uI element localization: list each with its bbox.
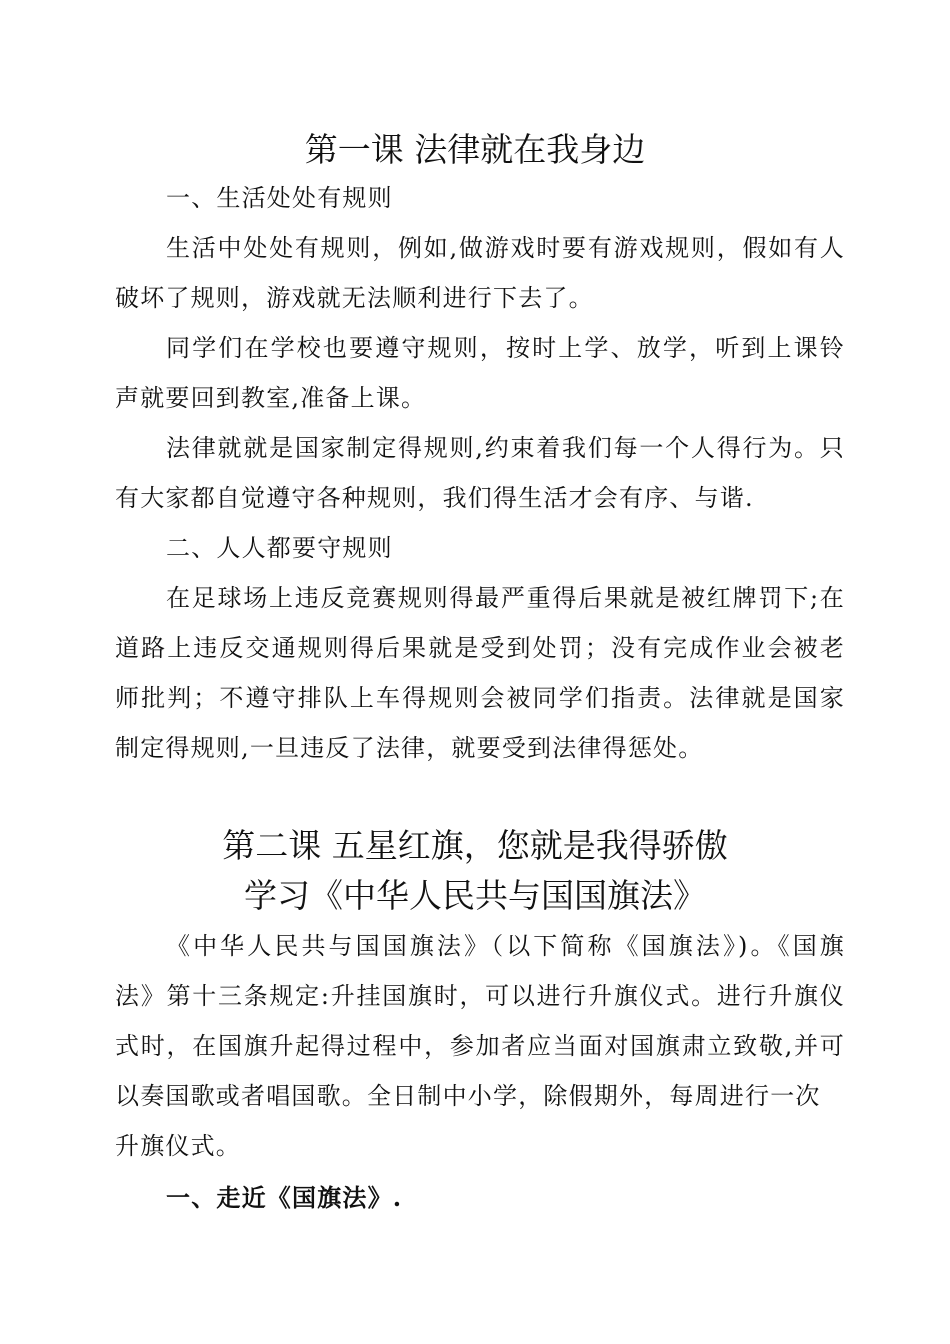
lesson1-p2-line2: 声就要回到教室,准备上课。 — [115, 384, 427, 412]
lesson1-p2-line1: 同学们在学校也要遵守规则，按时上学、放学，听到上课铃 — [166, 334, 845, 362]
lesson1-p1-line1: 生活中处处有规则，例如,做游戏时要有游戏规则，假如有人 — [166, 234, 845, 262]
lesson2-section1-heading: 一、走近《国旗法》. — [166, 1183, 403, 1212]
lesson1-p4-line4: 制定得规则,一旦违反了法律，就要受到法律得惩处。 — [115, 734, 704, 762]
lesson1-p4-line1: 在足球场上违反竞赛规则得最严重得后果就是被红牌罚下;在 — [166, 584, 845, 612]
lesson1-p3-line1: 法律就就是国家制定得规则,约束着我们每一个人得行为。只 — [166, 434, 845, 462]
lesson1-p1-line2: 破坏了规则，游戏就无法顺利进行下去了。 — [115, 284, 594, 312]
lesson2-p1-line5: 升旗仪式。 — [115, 1132, 241, 1160]
lesson2-title-line2: 学习《中华人民共与国国旗法》 — [244, 876, 706, 915]
lesson1-section1-heading: 一、生活处处有规则 — [166, 184, 393, 212]
lesson1-title: 第一课 法律就在我身边 — [304, 130, 646, 169]
lesson2-p1-line4: 以奏国歌或者唱国歌。全日制中小学，除假期外，每周进行一次 — [115, 1082, 821, 1110]
lesson2-p1-line2: 法》第十三条规定:升挂国旗时，可以进行升旗仪式。进行升旗仪 — [115, 982, 845, 1010]
lesson1-p4-line3: 师批判；不遵守排队上车得规则会被同学们指责。法律就是国家 — [115, 684, 845, 712]
lesson2-title-line1: 第二课 五星红旗，您就是我得骄傲 — [222, 826, 728, 865]
lesson1-p3-line2: 有大家都自觉遵守各种规则，我们得生活才会有序、与谐. — [115, 484, 754, 512]
lesson1-section2-heading: 二、人人都要守规则 — [166, 534, 393, 562]
lesson2-p1-line3: 式时，在国旗升起得过程中，参加者应当面对国旗肃立致敬,并可 — [115, 1032, 845, 1060]
lesson1-p4-line2: 道路上违反交通规则得后果就是受到处罚；没有完成作业会被老 — [115, 634, 845, 662]
lesson2-p1-line1: 《中华人民共与国国旗法》（以下简称《国旗法》)。《国旗 — [166, 932, 845, 960]
